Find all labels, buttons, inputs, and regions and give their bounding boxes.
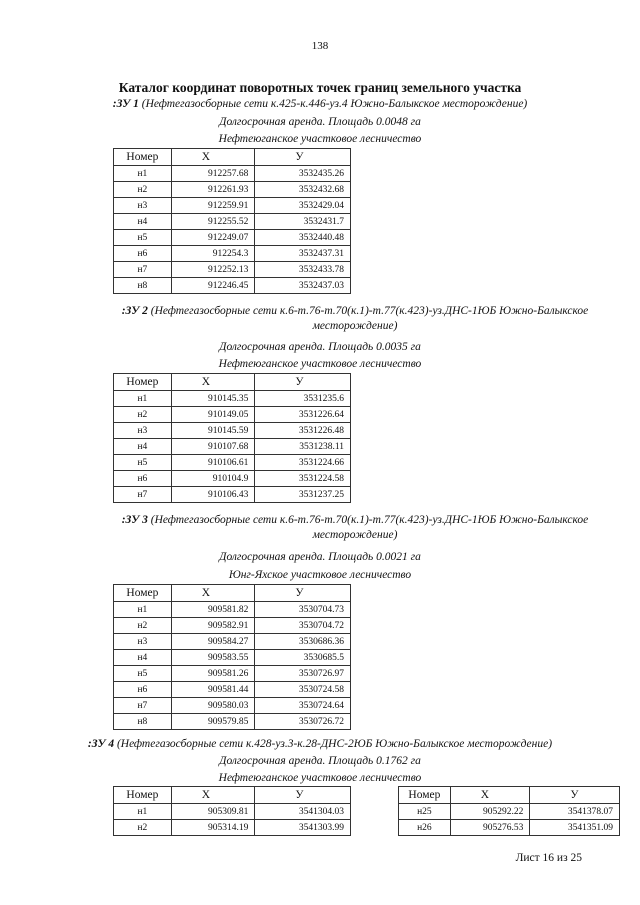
header-y: У [255,149,351,166]
coord-x: 912252.13 [171,262,255,278]
coord-x: 905309.81 [171,804,255,820]
coord-y: 3530704.73 [255,602,351,618]
coord-x: 909583.55 [171,650,255,666]
table-row [399,820,620,836]
table-row [114,214,351,230]
table-row [114,407,351,423]
point-number: н2 [114,820,172,836]
table-row [114,166,351,182]
coord-y: 3531226.64 [255,407,351,423]
point-number: н5 [114,455,172,471]
section-3-table [113,584,351,730]
coord-x: 909581.26 [171,666,255,682]
coord-x: 912249.07 [171,230,255,246]
point-number: н1 [114,391,172,407]
section-2-forestry: Нефтеюганское участковое лесничество [218,358,422,370]
table-row [114,634,351,650]
point-number: н4 [114,214,172,230]
table-row [114,246,351,262]
table-row [114,650,351,666]
point-number: н2 [114,407,172,423]
point-number: н2 [114,182,172,198]
table-header-row [114,787,351,804]
coord-y: 3530685.5 [255,650,351,666]
header-y: У [255,585,351,602]
table-header-row [114,374,351,391]
coord-y: 3530724.64 [255,698,351,714]
table-row [114,423,351,439]
section-3-lease: Долгосрочная аренда. Площадь 0.0021 га [219,551,421,563]
point-number: н4 [114,439,172,455]
table-row [114,182,351,198]
coord-y: 3531238.11 [255,439,351,455]
coord-x: 910145.59 [171,423,255,439]
coord-x: 909584.27 [171,634,255,650]
coord-y: 3541378.07 [530,804,620,820]
coord-y: 3531237.25 [255,487,351,503]
coord-y: 3531226.48 [255,423,351,439]
header-y: У [255,787,351,804]
coord-y: 3531224.66 [255,455,351,471]
section-4-forestry: Нефтеюганское участковое лесничество [218,772,422,784]
section-3-name: (Нефтегазосборные сети к.6-т.76-т.70(к.1)-т.77(к.423)-уз.ДНС-1ЮБ Южно-Балыкское месторождение) [150,514,589,541]
section-1-table [113,148,351,294]
header-y: У [255,374,351,391]
coord-x: 909581.82 [171,602,255,618]
coord-y: 3530704.72 [255,618,351,634]
document-title: Каталог координат поворотных точек границ земельного участка [118,80,522,95]
coord-y: 3530726.97 [255,666,351,682]
point-number: н3 [114,423,172,439]
coord-y: 3532435.26 [255,166,351,182]
table-row [114,455,351,471]
table-row [114,714,351,730]
section-4-table-right [398,786,620,836]
point-number: н6 [114,246,172,262]
section-3-prefix: :ЗУ 3 [121,514,148,526]
table-row [114,262,351,278]
table-row [114,804,351,820]
section-3-forestry: Юнг-Яхское участковое лесничество [228,569,412,581]
point-number: н6 [114,682,172,698]
point-number: н26 [399,820,451,836]
point-number: н2 [114,618,172,634]
point-number: н3 [114,634,172,650]
section-2-prefix: :ЗУ 2 [121,305,148,317]
header-number: Номер [114,787,172,804]
page-number: 138 [311,40,329,52]
section-4-lease: Долгосрочная аренда. Площадь 0.1762 га [219,755,421,767]
coord-y: 3531235.6 [255,391,351,407]
coord-x: 905314.19 [171,820,255,836]
table-row [399,804,620,820]
header-x: X [171,374,255,391]
coord-x: 910107.68 [171,439,255,455]
table-header-row [114,149,351,166]
point-number: н4 [114,650,172,666]
coord-x: 912246.45 [171,278,255,294]
table-row [114,618,351,634]
table-row [114,820,351,836]
coord-x: 909581.44 [171,682,255,698]
point-number: н5 [114,230,172,246]
sheet-footer: Лист 16 из 25 [515,852,582,864]
header-y: У [530,787,620,804]
table-row [114,471,351,487]
table-header-row [399,787,620,804]
section-1-name: (Нефтегазосборные сети к.425-к.446-уз.4 Южно-Балыкское месторождение) [141,98,528,110]
coord-x: 912261.93 [171,182,255,198]
header-x: X [171,787,255,804]
point-number: н1 [114,166,172,182]
table-row [114,198,351,214]
coord-y: 3532432.68 [255,182,351,198]
section-4-name: (Нефтегазосборные сети к.428-уз.3-к.28-ДНС-2ЮБ Южно-Балыкское месторождение) [116,738,553,750]
coord-y: 3532437.03 [255,278,351,294]
coord-y: 3531224.58 [255,471,351,487]
coord-x: 910106.61 [171,455,255,471]
point-number: н7 [114,698,172,714]
coord-x: 910145.35 [171,391,255,407]
coord-x: 905292.22 [450,804,530,820]
section-3-heading [90,513,620,543]
coord-y: 3532429.04 [255,198,351,214]
table-row [114,230,351,246]
point-number: н6 [114,471,172,487]
coord-x: 909579.85 [171,714,255,730]
coord-x: 905276.53 [450,820,530,836]
point-number: н8 [114,278,172,294]
table-row [114,487,351,503]
point-number: н3 [114,198,172,214]
coord-y: 3541303.99 [255,820,351,836]
coord-x: 912257.68 [171,166,255,182]
section-2-heading [90,304,620,334]
table-row [114,391,351,407]
coord-x: 909580.03 [171,698,255,714]
table-row [114,698,351,714]
coord-y: 3530724.58 [255,682,351,698]
coord-y: 3541304.03 [255,804,351,820]
header-number: Номер [114,374,172,391]
coord-x: 910106.43 [171,487,255,503]
table-row [114,439,351,455]
coord-x: 912255.52 [171,214,255,230]
header-x: X [171,149,255,166]
header-number: Номер [114,585,172,602]
point-number: н1 [114,602,172,618]
coord-x: 912254.3 [171,246,255,262]
section-4-prefix: :ЗУ 4 [87,738,115,750]
header-x: X [450,787,530,804]
coord-y: 3532437.31 [255,246,351,262]
coord-y: 3530726.72 [255,714,351,730]
coord-y: 3541351.09 [530,820,620,836]
coord-x: 910149.05 [171,407,255,423]
coord-x: 910104.9 [171,471,255,487]
section-1-lease: Долгосрочная аренда. Площадь 0.0048 га [219,116,421,128]
coord-y: 3532431.7 [255,214,351,230]
point-number: н7 [114,487,172,503]
point-number: н25 [399,804,451,820]
section-2-lease: Долгосрочная аренда. Площадь 0.0035 га [219,341,421,353]
coord-x: 912259.91 [171,198,255,214]
point-number: н7 [114,262,172,278]
section-2-table [113,373,351,503]
section-2-name: (Нефтегазосборные сети к.6-т.76-т.70(к.1)-т.77(к.423)-уз.ДНС-1ЮБ Южно-Балыкское месторождение) [150,305,589,332]
table-row [114,666,351,682]
coord-y: 3530686.36 [255,634,351,650]
table-row [114,278,351,294]
coord-y: 3532433.78 [255,262,351,278]
header-number: Номер [399,787,451,804]
table-header-row [114,585,351,602]
section-1-forestry: Нефтеюганское участковое лесничество [218,133,422,145]
point-number: н5 [114,666,172,682]
section-4-table-left [113,786,351,836]
point-number: н8 [114,714,172,730]
section-1-heading [0,98,640,110]
header-x: X [171,585,255,602]
coord-y: 3532440.48 [255,230,351,246]
header-number: Номер [114,149,172,166]
coord-x: 909582.91 [171,618,255,634]
section-4-heading [0,738,640,750]
table-row [114,602,351,618]
point-number: н1 [114,804,172,820]
section-1-prefix: :ЗУ 1 [112,98,139,110]
table-row [114,682,351,698]
